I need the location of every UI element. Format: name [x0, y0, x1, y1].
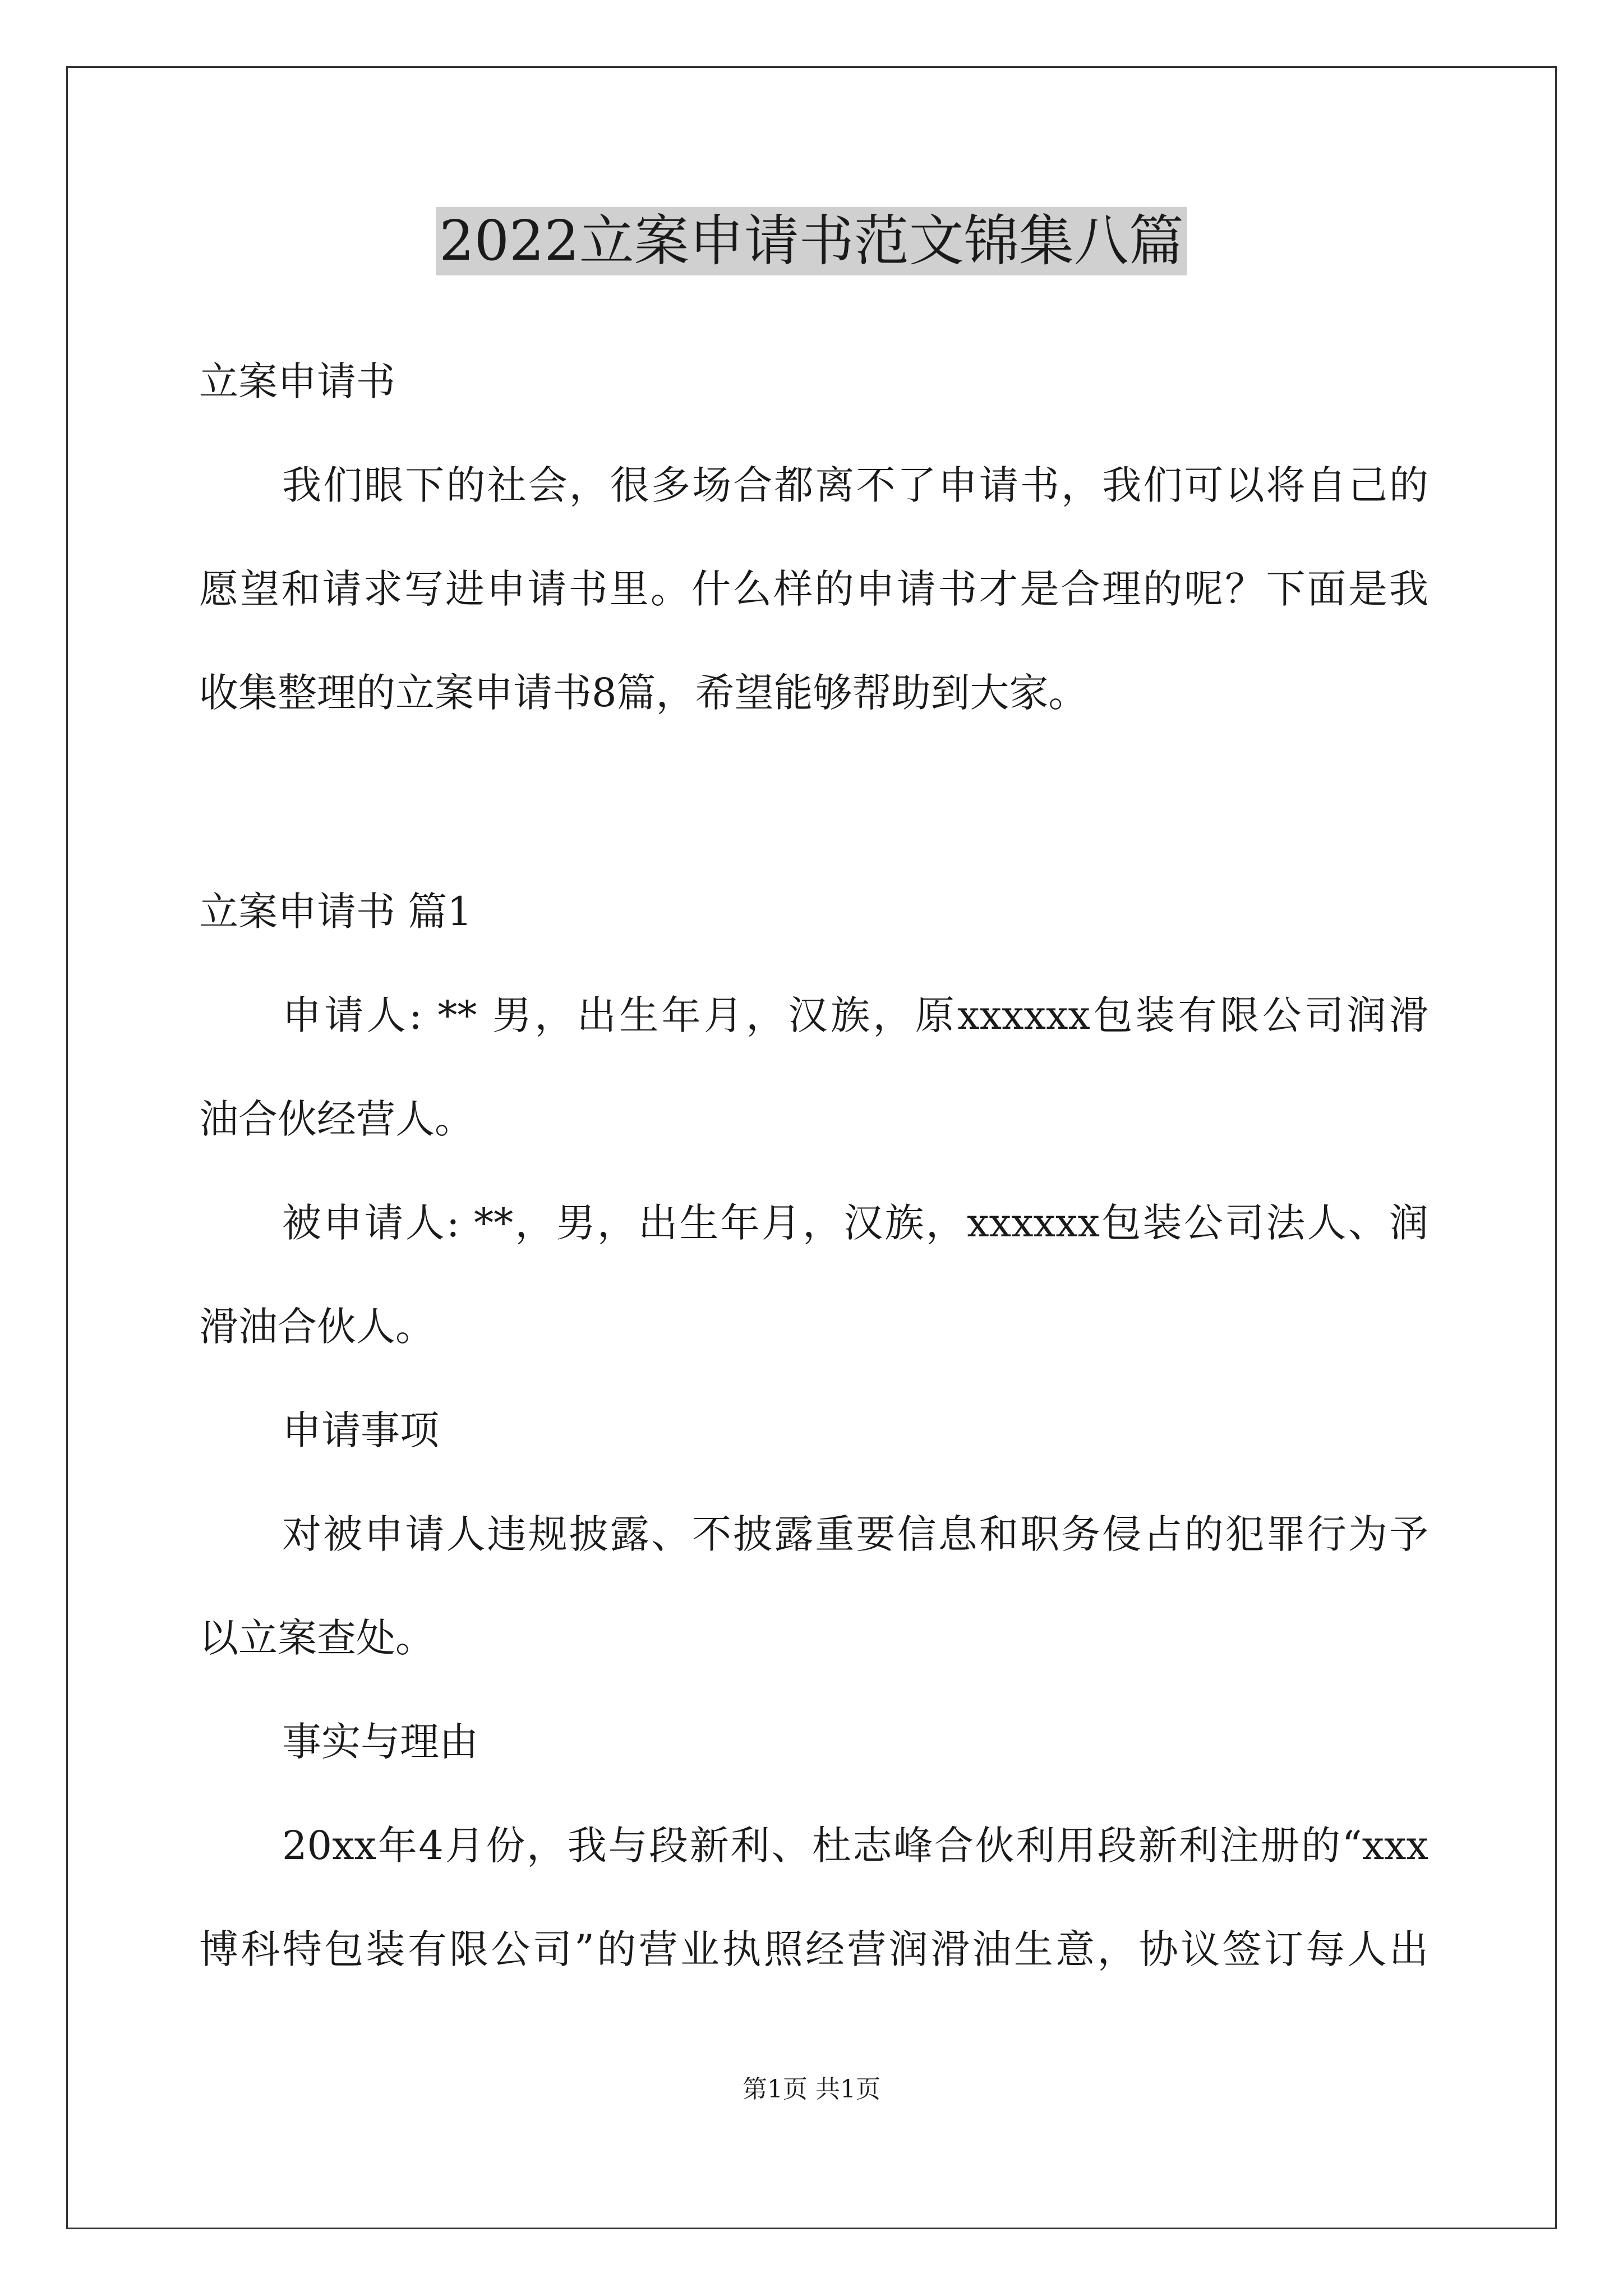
section-heading: 立案申请书 篇1 [199, 889, 472, 935]
title-text: 2022立案申请书范文锦集八篇 [436, 207, 1187, 275]
paragraph-line: 愿望和请求写进申请书里。什么样的申请书才是合理的呢？下面是我 [199, 566, 1428, 612]
paragraph-line: 申请人: ** 男，出生年月，汉族，原xxxxxx包装有限公司润滑 [282, 992, 1428, 1038]
paragraph-line: 我们眼下的社会，很多场合都离不了申请书，我们可以将自己的 [282, 462, 1428, 508]
document-title [0, 199, 1623, 283]
section-heading: 立案申请书 [199, 358, 395, 404]
subheading: 申请事项 [282, 1407, 439, 1453]
paragraph-line: 博科特包装有限公司”的营业执照经营润滑油生意，协议签订每人出 [199, 1926, 1428, 1972]
paragraph-line: 被申请人: **，男，出生年月，汉族，xxxxxx包装公司法人、润 [282, 1200, 1428, 1246]
paragraph-line: 油合伙经营人。 [199, 1096, 474, 1142]
paragraph-line: 滑油合伙人。 [199, 1304, 435, 1350]
paragraph-line: 对被申请人违规披露、不披露重要信息和职务侵占的犯罪行为予 [282, 1511, 1428, 1557]
paragraph-line: 以立案查处。 [199, 1615, 435, 1661]
paragraph-line: 收集整理的立案申请书8篇，希望能够帮助到大家。 [199, 670, 1088, 716]
subheading: 事实与理由 [282, 1719, 478, 1765]
paragraph-line: 20xx年4月份，我与段新利、杜志峰合伙利用段新利注册的“xxx [282, 1823, 1428, 1869]
page-footer: 第1页 共1页 [743, 2075, 880, 2104]
